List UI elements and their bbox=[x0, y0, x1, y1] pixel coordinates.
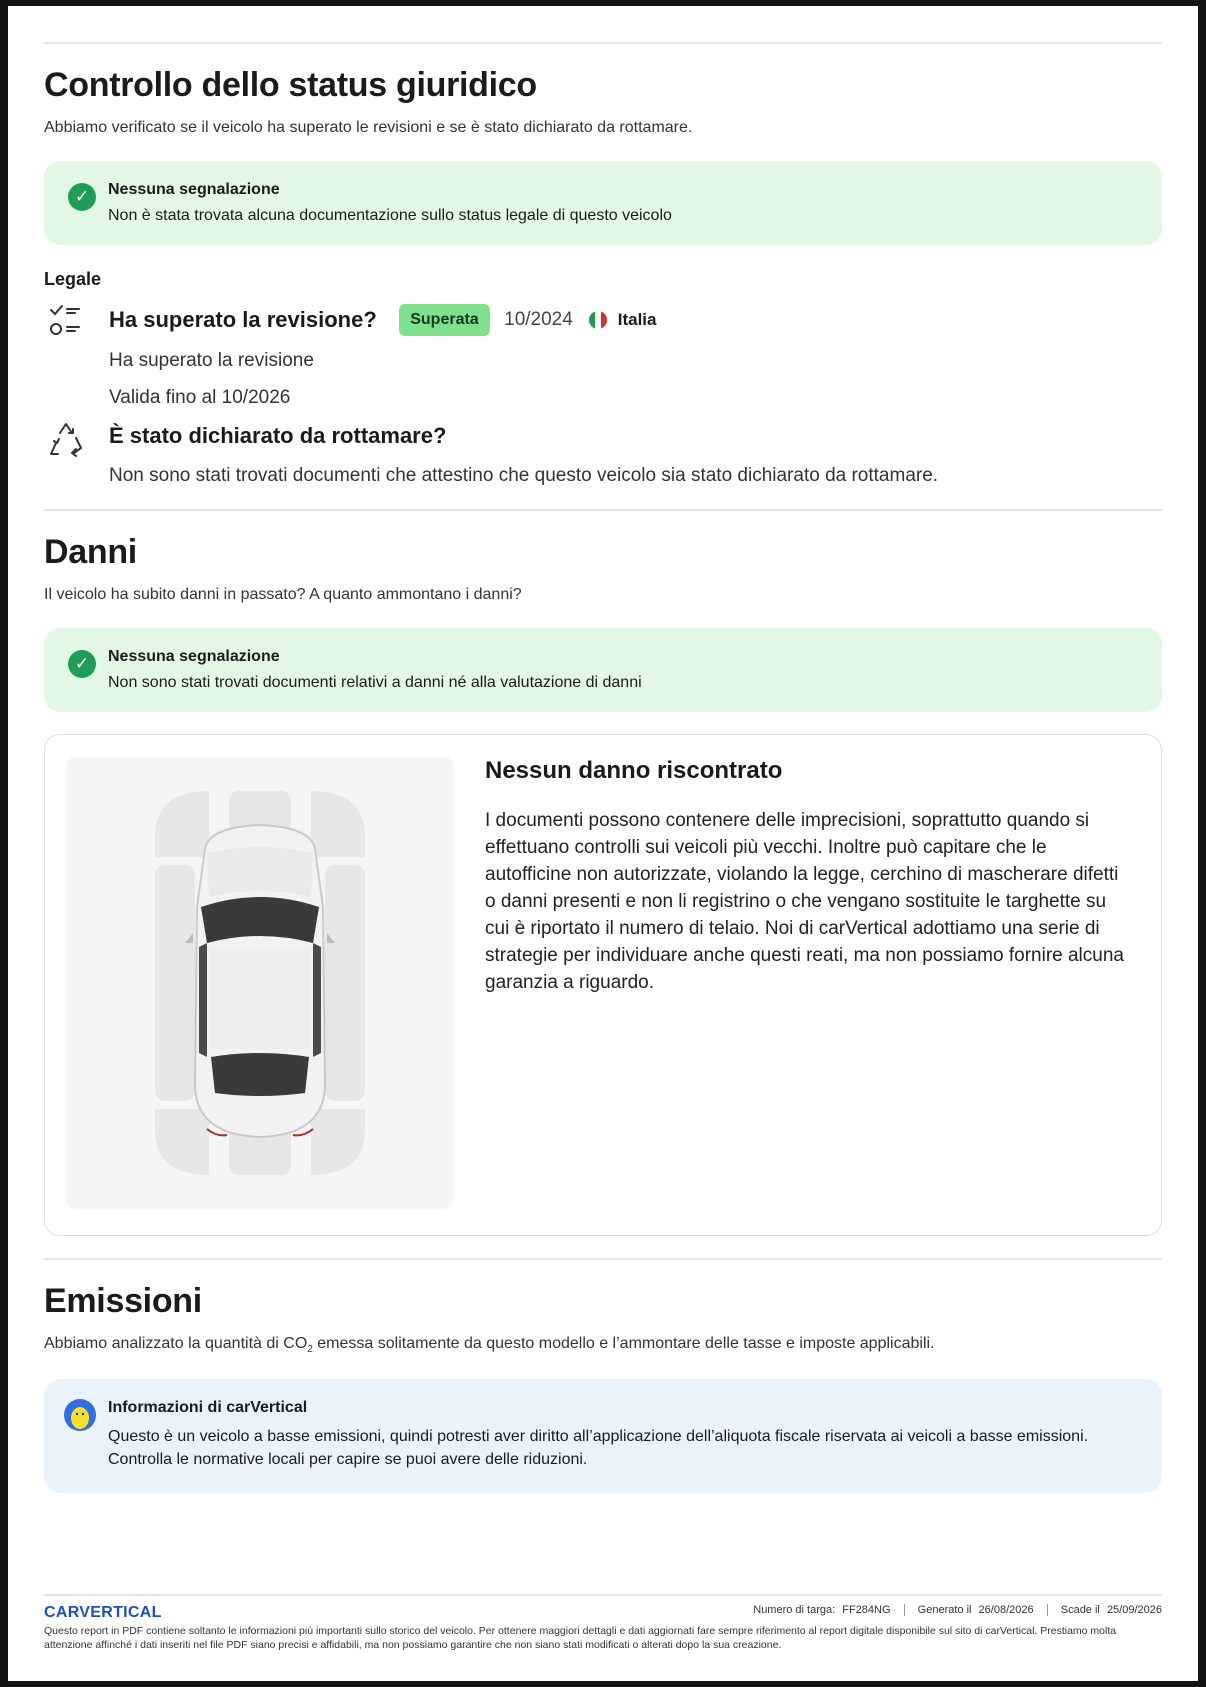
section-divider bbox=[44, 42, 1162, 44]
zone-front-right bbox=[311, 791, 365, 857]
italy-flag-icon bbox=[589, 311, 607, 329]
scrapped-row bbox=[44, 423, 1162, 487]
section-divider bbox=[44, 1258, 1162, 1260]
info-text: Questo è un veicolo a basse emissioni, quindi potresti aver diritto all’applicazione dell’aliquota fiscale riservata ai veicoli a basse emissioni. Controlla le normative locali per capire se puoi avere delle riduzioni. bbox=[108, 1428, 1089, 1469]
emissions-subtitle-start: Abbiamo analizzato la quantità di CO bbox=[44, 1335, 308, 1352]
damage-section-title: Danni bbox=[44, 533, 137, 571]
zone-right-side bbox=[325, 865, 365, 1101]
zone-left-side bbox=[155, 865, 195, 1101]
carvertical-info-box bbox=[44, 1379, 1162, 1493]
legal-notice-text: Non è stata trovata alcuna documentazione sullo status legale di questo veicolo bbox=[108, 207, 672, 224]
footer-divider bbox=[44, 1594, 1162, 1596]
status-badge: Superata bbox=[399, 304, 489, 336]
car-top-view-image bbox=[67, 757, 453, 1209]
legal-section-subtitle: Abbiamo verificato se il veicolo ha superato le revisioni e se è stato dichiarato da rottamare. bbox=[44, 119, 693, 136]
inspection-validity: Valida fino al 10/2026 bbox=[109, 387, 291, 408]
report-page bbox=[8, 6, 1198, 1681]
carvertical-logo: CARVERTICAL bbox=[44, 1604, 162, 1621]
meta-separator bbox=[904, 1604, 905, 1616]
meta-separator bbox=[1047, 1604, 1048, 1616]
scrapped-question: È stato dichiarato da rottamare? bbox=[109, 423, 447, 448]
inspection-row bbox=[44, 304, 1162, 409]
zone-rear-left bbox=[155, 1109, 209, 1175]
damage-notice bbox=[44, 628, 1162, 712]
damage-card-body: I documenti possono contenere delle imprecisioni, soprattutto quando si effettuano controlli sui veicoli più vecchi. Inoltre può capitare che le autofficine non autorizzate, violando la legge, cerchino di mascherare difetti o danni presenti e non li registrino o che vengano sostituite le targhette su cui è riportato il numero di telaio. Noi di carVertical adottiamo una serie di strategie per individuare anche questi reati, ma non possiamo fornire alcuna garanzia a riguardo. bbox=[485, 810, 1124, 993]
footer-disclaimer: Questo report in PDF contiene soltanto le informazioni più importanti sullo storico del veicolo. Per ottenere maggiori dettagli e dati aggiornati fare sempre riferimento al report digitale disponibile sul sito di carVertical. Prestiamo molta attenzione affinché i dati inseriti nel file PDF siano precisi e affidabili, ma non possiamo garantire che non siano stati modificati o alterati dopo la sua creazione. bbox=[44, 1625, 1117, 1651]
damage-card-text bbox=[485, 757, 1133, 996]
expires-label: Scade il bbox=[1060, 1604, 1100, 1616]
checklist-icon bbox=[46, 302, 86, 342]
plate-label: Numero di targa: bbox=[753, 1604, 836, 1616]
emissions-section-title: Emissioni bbox=[44, 1282, 202, 1320]
car-body bbox=[185, 825, 335, 1137]
footer-meta bbox=[753, 1604, 1162, 1616]
damage-card bbox=[44, 734, 1162, 1236]
car-damage-diagram bbox=[67, 757, 453, 1209]
check-circle-icon: ✓ bbox=[68, 650, 96, 678]
plate-number: FF284NG bbox=[842, 1604, 891, 1616]
damage-notice-title: Nessuna segnalazione bbox=[108, 648, 280, 665]
generated-label: Generato il bbox=[917, 1604, 972, 1616]
mascot-icon bbox=[64, 1399, 96, 1431]
inspection-question: Ha superato la revisione? bbox=[109, 307, 377, 332]
emissions-subtitle-end: emessa solitamente da questo modello e l’ammontare delle tasse e imposte applicabili. bbox=[312, 1335, 935, 1352]
generated-date: 26/08/2026 bbox=[978, 1604, 1034, 1616]
legal-section-title: Controllo dello status giuridico bbox=[44, 66, 537, 104]
damage-section-subtitle: Il veicolo ha subito danni in passato? A quanto ammontano i danni? bbox=[44, 586, 522, 603]
report-footer bbox=[44, 1594, 1162, 1652]
co2-subscript: 2 bbox=[307, 1344, 313, 1356]
zone-rear-right bbox=[311, 1109, 365, 1175]
section-divider bbox=[44, 509, 1162, 511]
inspection-result: Ha superato la revisione bbox=[109, 350, 314, 371]
recycle-icon bbox=[46, 421, 86, 461]
damage-notice-text: Non sono stati trovati documenti relativi a danni né alla valutazione di danni bbox=[108, 674, 642, 691]
report-content bbox=[44, 6, 1162, 1493]
legal-notice bbox=[44, 161, 1162, 245]
damage-card-title: Nessun danno riscontrato bbox=[485, 757, 783, 784]
check-circle-icon: ✓ bbox=[68, 183, 96, 211]
expires-date: 25/09/2026 bbox=[1106, 1604, 1162, 1616]
scrapped-text: Non sono stati trovati documenti che attestino che questo veicolo sia stato dichiarato da rottamare. bbox=[109, 465, 939, 486]
info-title: Informazioni di carVertical bbox=[108, 1399, 308, 1417]
emissions-section-subtitle bbox=[44, 1335, 1162, 1355]
legal-group-label: Legale bbox=[44, 269, 102, 289]
inspection-country: Italia bbox=[617, 310, 657, 329]
legal-notice-title: Nessuna segnalazione bbox=[108, 181, 280, 198]
zone-front-left bbox=[155, 791, 209, 857]
inspection-date: 10/2024 bbox=[504, 309, 573, 330]
